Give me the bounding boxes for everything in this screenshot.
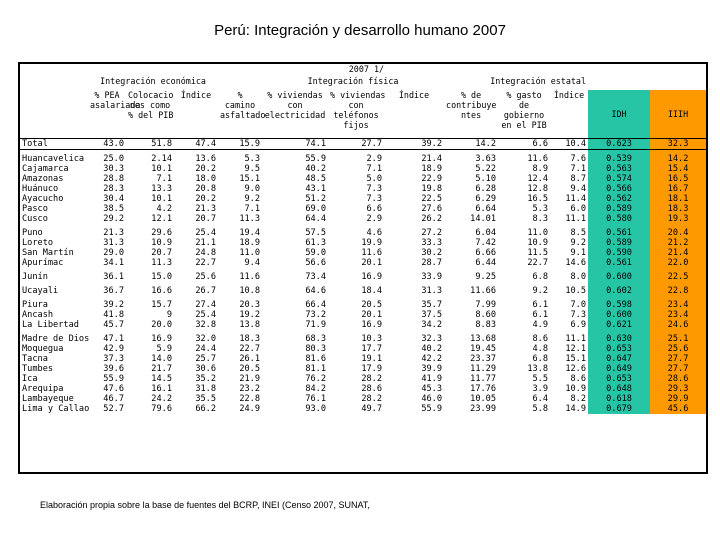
table-row — [20, 149, 706, 224]
cell-value: 14.2 15.4 16.5 16.7 18.1 18.3 19.3 — [650, 149, 706, 224]
cell-value: 3.63 5.22 5.10 6.28 6.29 6.64 14.01 — [470, 153, 497, 224]
table-row — [20, 330, 706, 414]
group-integracion-estatal: Integración estatal — [490, 76, 587, 86]
cell-value: 0.623 — [588, 138, 650, 149]
col-viviendas-telefonos: % viviendas con teléfonos fijos — [330, 90, 386, 130]
cell-value: 13.6 20.2 18.0 20.8 20.2 21.3 20.7 — [195, 153, 217, 224]
col-viviendas-electricidad: % viviendas con electricidad — [264, 90, 326, 120]
cell-value: 20.4 21.2 21.4 22.0 — [650, 224, 706, 268]
cell-value: 18.4 — [361, 285, 383, 296]
cell-value: 7.99 8.60 8.83 — [475, 299, 497, 330]
cell-value: 20.3 19.2 13.8 — [239, 299, 261, 330]
cell-value: 0.630 0.653 0.647 0.649 0.653 0.648 0.618 0.679 — [588, 330, 650, 414]
cell-value: 10.3 17.7 19.1 17.9 28.2 28.6 28.2 49.7 — [361, 333, 383, 414]
col-pea: % PEA asalariada — [90, 90, 141, 110]
cell-value: 10.4 — [550, 138, 588, 149]
cell-value: 16.9 5.9 14.0 21.7 14.5 16.1 24.2 79.6 — [151, 333, 172, 414]
cell-value: 25.0 30.3 28.8 28.3 30.4 38.5 29.2 — [103, 153, 124, 224]
cell-value: 16.6 — [151, 285, 172, 296]
cell-value: 64.6 — [305, 285, 327, 296]
year-note: 2007 1/ — [348, 64, 385, 74]
cell-value: 25.4 21.1 24.8 22.7 — [195, 227, 217, 268]
region-name: Ucayali — [22, 285, 59, 296]
cell-value: 11.6 8.9 12.4 12.8 16.5 5.3 8.3 — [527, 153, 549, 224]
cell-value: 27.2 33.3 30.2 28.7 — [421, 227, 443, 268]
cell-value: 23.4 23.4 24.6 — [650, 296, 706, 330]
region-name: Piura Ancash La Libertad — [22, 299, 79, 330]
cell-value: 22.8 — [650, 282, 706, 296]
cell-value: 6.6 — [498, 138, 550, 149]
cell-value: 13.68 19.45 23.37 11.29 11.77 17.76 10.05 23.99 — [470, 333, 497, 414]
cell-value: 19.4 18.9 11.0 9.4 — [239, 227, 261, 268]
total-row — [20, 138, 706, 149]
col-indice-fisica: Índice — [398, 90, 430, 100]
cell-value: 57.5 61.3 59.0 56.6 — [305, 227, 327, 268]
cell-value: 16.9 — [361, 271, 383, 282]
page-title: Perú: Integración y desarrollo humano 2007 — [214, 22, 506, 39]
cell-value: 39.2 — [384, 138, 444, 149]
cell-value: 6.8 — [532, 271, 549, 282]
cell-value: 51.8 — [126, 138, 174, 149]
cell-value: 47.1 42.9 37.3 39.6 55.9 47.6 46.7 52.7 — [103, 333, 124, 414]
col-colocaciones: Colocacio nes como % del PIB — [128, 90, 174, 120]
cell-value: 11.6 — [239, 271, 261, 282]
region-name: Madre de Dios Moquegua Tacna Tumbes Ica Arequipa Lambayeque Lima y Callao — [22, 333, 90, 414]
cell-value: 29.6 10.9 20.7 11.3 — [151, 227, 172, 268]
region-name: Junín — [22, 271, 48, 282]
cell-value: 14.2 — [444, 138, 498, 149]
col-indice-economica: Índice — [180, 90, 212, 100]
cell-value: 32.3 40.2 42.2 39.9 41.9 45.3 46.0 55.9 — [421, 333, 443, 414]
cell-value: 0.539 0.563 0.574 0.566 0.562 0.589 0.580 — [588, 149, 650, 224]
cell-value: 21.4 18.9 22.9 19.8 22.5 27.6 26.2 — [421, 153, 443, 224]
cell-value: 39.2 41.8 45.7 — [103, 299, 124, 330]
cell-value: 4.6 19.9 11.6 20.1 — [361, 227, 383, 268]
cell-value: 11.0 10.9 11.5 22.7 — [527, 227, 549, 268]
col-gasto-gobierno: % gasto de gobierno en el PIB — [501, 90, 547, 130]
cell-value: 35.7 37.5 34.2 — [421, 299, 443, 330]
cell-value: 0.561 0.589 0.590 0.561 — [588, 224, 650, 268]
col-iiih: IIIH — [650, 90, 706, 138]
cell-value: 0.598 0.600 0.621 — [588, 296, 650, 330]
cell-value: 32.3 — [650, 138, 706, 149]
cell-value: 33.9 — [421, 271, 443, 282]
source-note: Elaboración propia sobre la base de fuentes del BCRP, INEI (Censo 2007, SUNAT, — [40, 500, 370, 510]
cell-value: 11.1 12.1 15.1 12.6 8.6 10.9 8.2 14.9 — [565, 333, 587, 414]
cell-value: 66.4 73.2 71.9 — [305, 299, 327, 330]
cell-value: 6.04 7.42 6.66 6.44 — [475, 227, 497, 268]
group-integracion-economica: Integración económica — [100, 76, 206, 86]
cell-value: 68.3 80.3 81.6 81.1 76.2 84.2 76.1 93.0 — [305, 333, 327, 414]
cell-value: 73.4 — [305, 271, 327, 282]
cell-value: 47.4 — [174, 138, 218, 149]
cell-value: 27.7 — [328, 138, 384, 149]
cell-value: 10.8 — [239, 285, 261, 296]
table-row — [20, 296, 706, 330]
cell-value: 32.0 24.4 25.7 30.6 35.2 31.8 35.5 66.2 — [195, 333, 217, 414]
col-indice-estatal: Índice — [553, 90, 585, 100]
cell-value: 15.9 — [218, 138, 262, 149]
cell-value: 9.2 — [532, 285, 549, 296]
cell-value: 10.5 — [565, 285, 587, 296]
cell-value: 25.6 — [195, 271, 217, 282]
integration-table — [20, 64, 706, 414]
cell-value: 15.0 — [151, 271, 172, 282]
cell-value: 0.600 — [588, 268, 650, 282]
cell-value: 7.6 7.1 8.7 9.4 11.4 6.0 11.1 — [565, 153, 587, 224]
region-name: Puno Loreto San Martín Apurímac — [22, 227, 74, 268]
cell-value: 27.4 25.4 32.8 — [195, 299, 217, 330]
cell-value: 36.1 — [103, 271, 124, 282]
cell-value: 9.25 — [475, 271, 497, 282]
cell-value: 8.0 — [570, 271, 587, 282]
cell-value: 25.1 25.6 27.7 27.7 28.6 29.3 29.9 45.6 — [650, 330, 706, 414]
table-row — [20, 282, 706, 296]
cell-value: 18.3 22.7 26.1 20.5 21.9 23.2 22.8 24.9 — [239, 333, 261, 414]
cell-value: 26.7 — [195, 285, 217, 296]
cell-value: 8.5 9.2 9.1 14.6 — [565, 227, 587, 268]
cell-value: 8.6 4.8 6.8 13.8 5.5 3.9 6.4 5.8 — [527, 333, 549, 414]
cell-value: 7.0 7.3 6.9 — [570, 299, 587, 330]
group-integracion-fisica: Integración física — [307, 76, 399, 86]
region-name: Total — [20, 138, 88, 149]
cell-value: 6.1 6.1 4.9 — [532, 299, 549, 330]
cell-value: 22.5 — [650, 268, 706, 282]
col-camino: % camino asfaltado — [220, 90, 266, 120]
cell-value: 2.14 10.1 7.1 13.3 10.1 4.2 12.1 — [151, 153, 172, 224]
region-name: Huancavelica Cajamarca Amazonas Huánuco Ayacucho Pasco Cusco — [22, 153, 85, 224]
cell-value: 21.3 31.3 29.0 34.1 — [103, 227, 124, 268]
table-row — [20, 268, 706, 282]
cell-value: 0.602 — [588, 282, 650, 296]
cell-value: 20.5 20.1 16.9 — [361, 299, 383, 330]
cell-value: 15.7 9 20.0 — [151, 299, 172, 330]
cell-value: 5.3 9.5 15.1 9.0 9.2 7.1 11.3 — [239, 153, 261, 224]
col-idh: IDH — [588, 90, 650, 138]
cell-value: 74.1 — [262, 138, 328, 149]
cell-value: 2.9 7.1 5.0 7.3 7.3 6.6 2.9 — [366, 153, 383, 224]
cell-value: 31.3 — [421, 285, 443, 296]
cell-value: 55.9 40.2 48.5 43.1 51.2 69.0 64.4 — [305, 153, 327, 224]
table-row — [20, 224, 706, 268]
cell-value: 11.66 — [470, 285, 497, 296]
col-contribuyentes: % de contribuye ntes — [446, 90, 497, 120]
cell-value: 36.7 — [103, 285, 124, 296]
cell-value: 43.0 — [88, 138, 126, 149]
